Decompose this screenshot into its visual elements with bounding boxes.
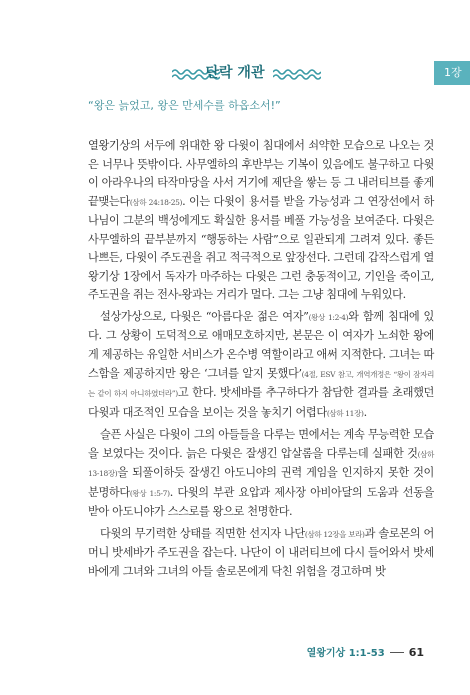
scripture-reference: (삼하 11장): [326, 408, 364, 418]
paragraph: [88, 137, 434, 305]
paragraph-text: 슬픈 사실은 다윗이 그의 아들들을 다루는 면에서는 계속 무능력한 모습을 보였다는 것이다. 늙은 다윗은 잘생긴 압살롬을 다루는데 실패한 것: [88, 428, 434, 460]
scripture-reference: (왕상 1:2-4): [308, 312, 349, 322]
paragraph-text: 다윗의 무기력한 상태를 직면한 선지자 나단: [100, 526, 305, 540]
scripture-reference: (삼하 24:18-25): [129, 197, 183, 207]
scripture-reference: (4절, ESV 참고, 개역개정은 “왕이 잠자리는 같이 하지 아니하였더라”): [88, 369, 434, 399]
paragraph: [88, 426, 434, 522]
scripture-reference: (왕상 1:5-7): [129, 488, 170, 498]
paragraph-text: . 이는 다윗이 용서를 받을 가능성과 그 연장선에서 하나님이 그분의 백성에게도 확실한 용서를 베풀 가능성을 보여준다. 다윗은 사무엘하의 끝부분까지 “행동하는 사람”으로 일관되게 그려져 있다. 좋든 나쁘든, 다윗이 주도권을 쥐고 적극적으로 앞장선다. 그런데 갑작스럽게 열왕기상 1장에서 독자가 마주하는 다윗은 그런 충동적이고, 기인을 죽이고, 주도권을 쥐는 전사-왕과는 거리가 멀다. 그는 그냥 침대에 누워있다.: [88, 194, 434, 302]
section-title: 단락 개관: [205, 65, 265, 81]
book-reference: 열왕기상 1:1-53: [306, 648, 385, 659]
paragraph-text: 설상가상으로, 다윗은 “아름다운 젊은 여자”: [100, 309, 309, 323]
section-header: [0, 63, 470, 85]
paragraph-text: 과 솔로몬의 어머니 밧세바가 주도권을 잡는다. 나단이 이 내러티브에 다시 들어와서 밧세바에게 그녀와 그녀의 아들 솔로몬에게 닥친 위험을 경고하며 밧: [88, 526, 435, 579]
scripture-reference: (삼하 13-18장): [88, 449, 434, 479]
wave-ornament-icon: [273, 67, 321, 81]
page-footer: [307, 644, 424, 659]
paragraph-text: .: [363, 405, 367, 419]
paragraph-text: 을 되풀이하듯 잘생긴 아도니야의 권력 게임을 인지하지 못한 것이 분명하다: [88, 466, 434, 499]
chapter-tab: 1장: [434, 61, 470, 85]
paragraph: [88, 308, 434, 423]
page-number: 61: [408, 646, 424, 659]
opening-quote: “왕은 늙었고, 왕은 만세수를 하옵소서!”: [88, 99, 281, 112]
body-text: [88, 137, 434, 585]
paragraph-text: . 다윗의 부관 요압과 제사장 아비아달의 도움과 선동을 받아 아도니야가 스스로를 왕으로 천명한다.: [88, 485, 434, 519]
scripture-reference: (삼하 12장을 보라): [304, 529, 365, 539]
paragraph-text: 와 함께 침대에 있다. 그 상황이 도덕적으로 애매모호하지만, 본문은 이 여자가 노쇠한 왕에게 제공하는 유일한 서비스가 온수병 역할이라고 애써 지적한다. 그녀는 따스함을 제공하지만 왕은 ‘그녀를 알지 못했다’: [88, 309, 434, 380]
paragraph-text: 고 한다. 밧세바를 추구하다가 참담한 결과를 초래했던 다윗과 대조적인 모습을 보이는 것을 놓치기 어렵다: [88, 386, 434, 419]
paragraph: [88, 525, 434, 582]
paragraph-text: 열왕기상의 서두에 위대한 왕 다윗이 침대에서 쇠약한 모습으로 나오는 것은 너무나 뜻밖이다. 사무엘하의 후반부는 기복이 있음에도 불구하고 다윗이 아라우나의 타작마당을 사서 거기에 제단을 쌓는 등 그 내러티브를 좋게 끝맺는다: [88, 139, 434, 208]
footer-divider: [390, 652, 404, 653]
